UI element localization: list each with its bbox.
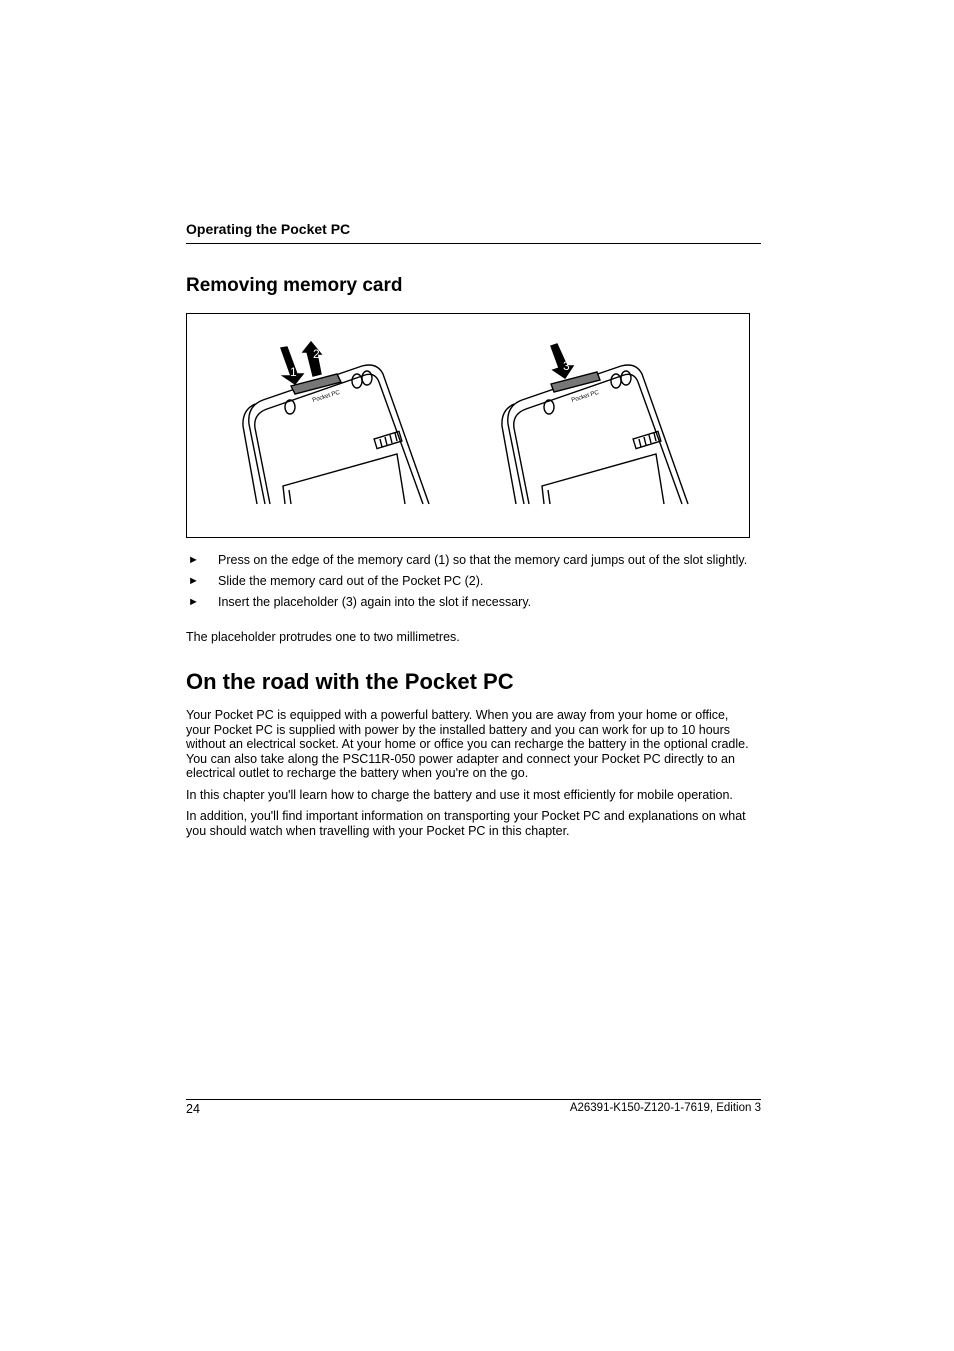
device-left-brand: Pocket PC [311,389,341,404]
running-header [186,220,761,244]
step-item [186,574,756,588]
step-text: Slide the memory card out of the Pocket PC (2). [218,574,484,588]
paragraph: Your Pocket PC is equipped with a powerful battery. When you are away from your home or office, your Pocket PC is supplied with power by the installed battery and you can work for up to 10 hours without an electrical socket. At your home or office you can recharge the battery in the optional cradle. You can also take along the PSC11R-050 power adapter and connect your Pocket PC directly to an electrical outlet to recharge the battery when you're on the go. [186,708,749,780]
document-reference: A26391-K150-Z120-1-7619, Edition 3 [569,1102,761,1114]
label-1: 1 [290,365,297,379]
step-item [186,553,756,567]
step-text: Press on the edge of the memory card (1) so that the memory card jumps out of the slot slightly. [218,553,748,567]
step-list [186,553,756,616]
chapter-title: On the road with the Pocket PC [186,669,514,694]
device-left [243,342,429,504]
chapter-body [186,708,754,845]
device-right-brand: Pocket PC [570,389,600,404]
memory-card-figure [186,313,750,538]
page-number: 24 [186,1102,200,1116]
label-3: 3 [563,359,570,373]
device-right [502,344,688,504]
step-text: Insert the placeholder (3) again into the slot if necessary. [218,595,532,609]
bullet-arrow-icon: ► [188,596,199,608]
section-title: Removing memory card [186,275,403,296]
paragraph: In this chapter you'll learn how to charge the battery and use it most efficiently for mobile operation. [186,787,733,802]
step-item [186,595,756,609]
pocket-pc-illustration [187,314,751,539]
running-title: Operating the Pocket PC [186,221,351,237]
paragraph: In addition, you'll find important information on transporting your Pocket PC and explanations on what you should watch when travelling with your Pocket PC in this chapter. [186,809,746,838]
bullet-arrow-icon: ► [188,575,199,587]
note-text: The placeholder protrudes one to two millimetres. [186,630,460,644]
label-2: 2 [313,347,320,361]
bullet-arrow-icon: ► [188,554,199,566]
page-footer [186,1099,761,1120]
